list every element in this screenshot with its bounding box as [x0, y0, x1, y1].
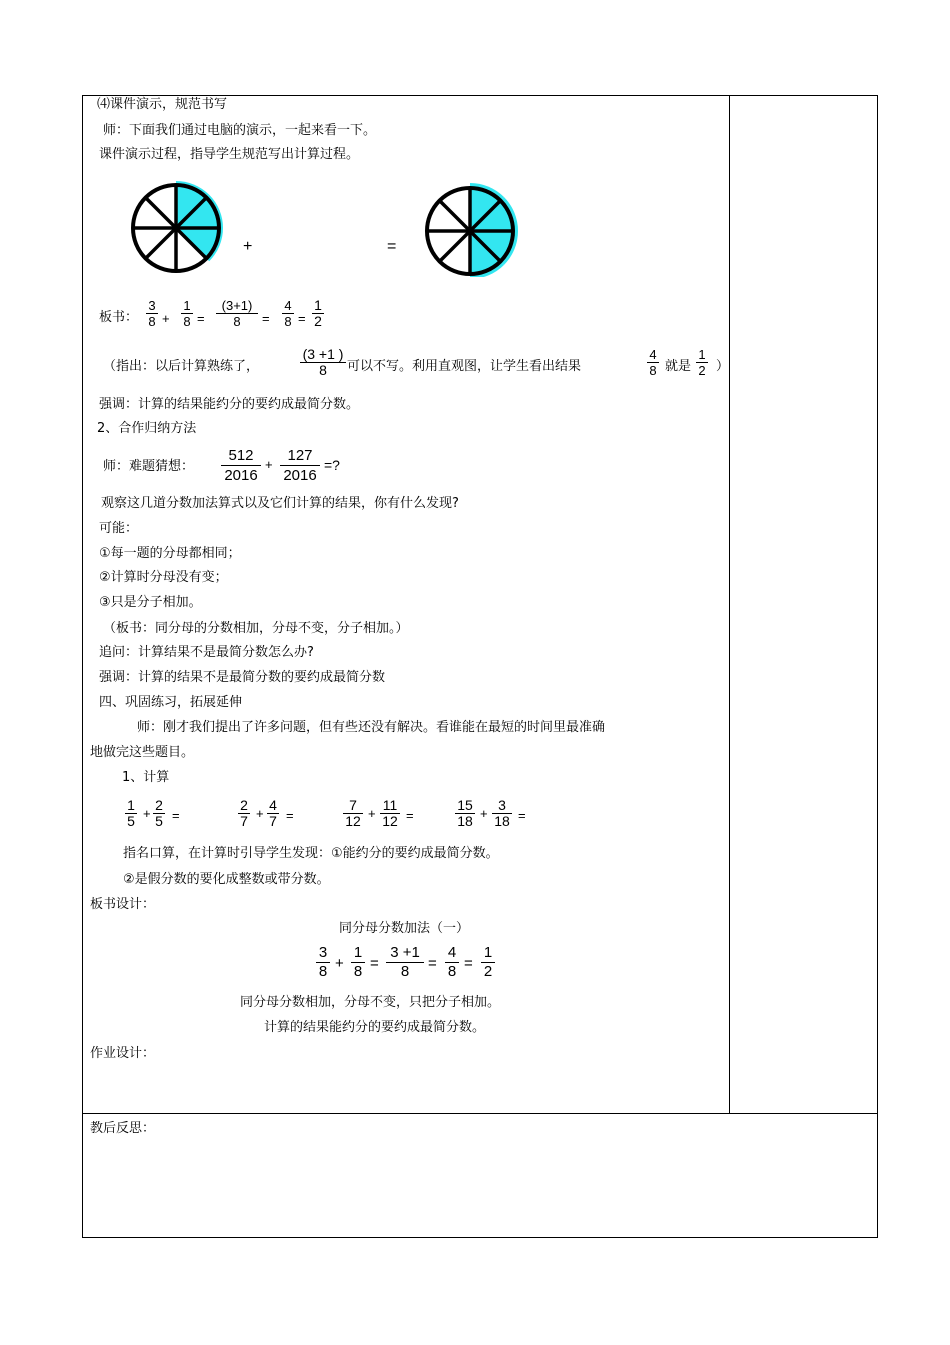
plus-sign: + [143, 806, 151, 821]
plus-sign: + [256, 806, 264, 821]
equals-sign: = [406, 808, 414, 823]
equals-sign: = [518, 808, 526, 823]
board-design-rule: 同分母分数相加，分母不变，只把分子相加。 [240, 995, 501, 1010]
oral-line: 指名口算，在计算时引导学生发现：①能约分的要约成最简分数。 [123, 846, 499, 861]
fraction: 1 5 [125, 798, 137, 829]
fraction: 3 +1 8 [386, 944, 424, 981]
fraction: (3 +1 ) 8 [300, 347, 346, 378]
finding-3: ③只是分子相加。 [99, 595, 202, 610]
emphasis-line: 强调：计算的结果不是最简分数的要约成最简分数 [99, 670, 386, 685]
fraction: 4 8 [282, 298, 294, 329]
equals-sign: = [387, 238, 397, 255]
plus-sign: + [335, 955, 344, 972]
fraction: (3+1) 8 [216, 298, 258, 329]
demo-line: 课件演示过程，指导学生规范写出计算过程。 [99, 147, 360, 162]
fraction: 1 2 [696, 347, 708, 378]
fraction: 2 5 [153, 798, 165, 829]
section-heading: 四、巩固练习，拓展延伸 [99, 695, 243, 710]
equals-sign: = [197, 311, 205, 326]
fraction: 4 8 [445, 944, 459, 981]
fraction: 7 12 [343, 798, 363, 829]
fraction: 3 8 [316, 944, 330, 981]
fraction: 1 8 [181, 298, 193, 329]
table-column-divider [729, 95, 730, 1114]
fraction: 1 8 [351, 944, 365, 981]
plus-sign: + [243, 238, 253, 255]
reflection-label: 教后反思： [90, 1121, 156, 1136]
plus-sign: + [480, 806, 488, 821]
fraction: 3 8 [146, 298, 158, 329]
fraction: 15 18 [455, 798, 475, 829]
plus-sign: + [162, 311, 170, 326]
board-design-title: 同分母分数加法（一） [339, 921, 470, 936]
equals-sign: = [464, 955, 473, 972]
teacher-line: 师：下面我们通过电脑的演示，一起来看一下。 [103, 123, 377, 138]
fraction: 3 18 [492, 798, 512, 829]
plus-sign: + [265, 457, 273, 472]
equals-sign: = [262, 311, 270, 326]
note-text: ） [716, 359, 730, 374]
fraction-wheel-three-eighths [128, 178, 224, 274]
fraction: 2 7 [238, 798, 250, 829]
ask-line: 追问：计算结果不是最简分数怎么办? [99, 645, 314, 660]
equals-sign: = [286, 808, 294, 823]
homework-label: 作业设计： [90, 1046, 156, 1061]
note-text: 可以不写。利用直观图，让学生看出结果 [347, 359, 582, 374]
teacher-line-cont: 地做完这些题目。 [90, 745, 195, 760]
board-design-label: 板书设计： [90, 897, 156, 912]
equals-question: =? [324, 457, 340, 473]
note-text: 就是 [665, 359, 692, 374]
calc-heading: 1、计算 [122, 770, 170, 785]
section-heading: 2、合作归纳方法 [97, 421, 197, 436]
board-note: （板书：同分母的分数相加，分母不变，分子相加。） [103, 621, 409, 636]
improper-line: ②是假分数的要化成整数或带分数。 [123, 872, 330, 887]
fraction: 127 2016 [280, 446, 320, 485]
equals-sign: = [172, 808, 180, 823]
teacher-line: 师：刚才我们提出了许多问题，但有些还没有解决。看谁能在最短的时间里最准确 [137, 720, 606, 735]
observe-line: 观察这几道分数加法算式以及它们计算的结果，你有什么发现? [101, 496, 459, 511]
board-label: 板书： [99, 310, 139, 325]
finding-1: ①每一题的分母都相同； [99, 546, 241, 561]
equals-sign: = [428, 955, 437, 972]
section-heading-demo: ⑷课件演示，规范书写 [97, 97, 228, 112]
fraction-wheel-four-eighths [422, 165, 520, 277]
plus-sign: + [368, 806, 376, 821]
board-design-rule: 计算的结果能约分的要约成最简分数。 [264, 1020, 486, 1035]
maybe-line: 可能： [99, 521, 139, 536]
equals-sign: = [370, 955, 379, 972]
table-row-divider [82, 1113, 878, 1114]
fraction: 1 2 [481, 944, 495, 981]
note-text: （指出：以后计算熟练了， [103, 359, 260, 374]
guess-label: 师：难题猜想： [103, 459, 195, 474]
fraction: 4 7 [267, 798, 279, 829]
fraction: 11 12 [380, 798, 400, 829]
equals-sign: = [298, 311, 306, 326]
finding-2: ②计算时分母没有变； [99, 570, 228, 585]
emphasis-line: 强调：计算的结果能约分的要约成最简分数。 [99, 397, 360, 412]
fraction: 512 2016 [221, 446, 261, 485]
fraction: 1 2 [312, 298, 324, 329]
fraction: 4 8 [647, 347, 659, 378]
